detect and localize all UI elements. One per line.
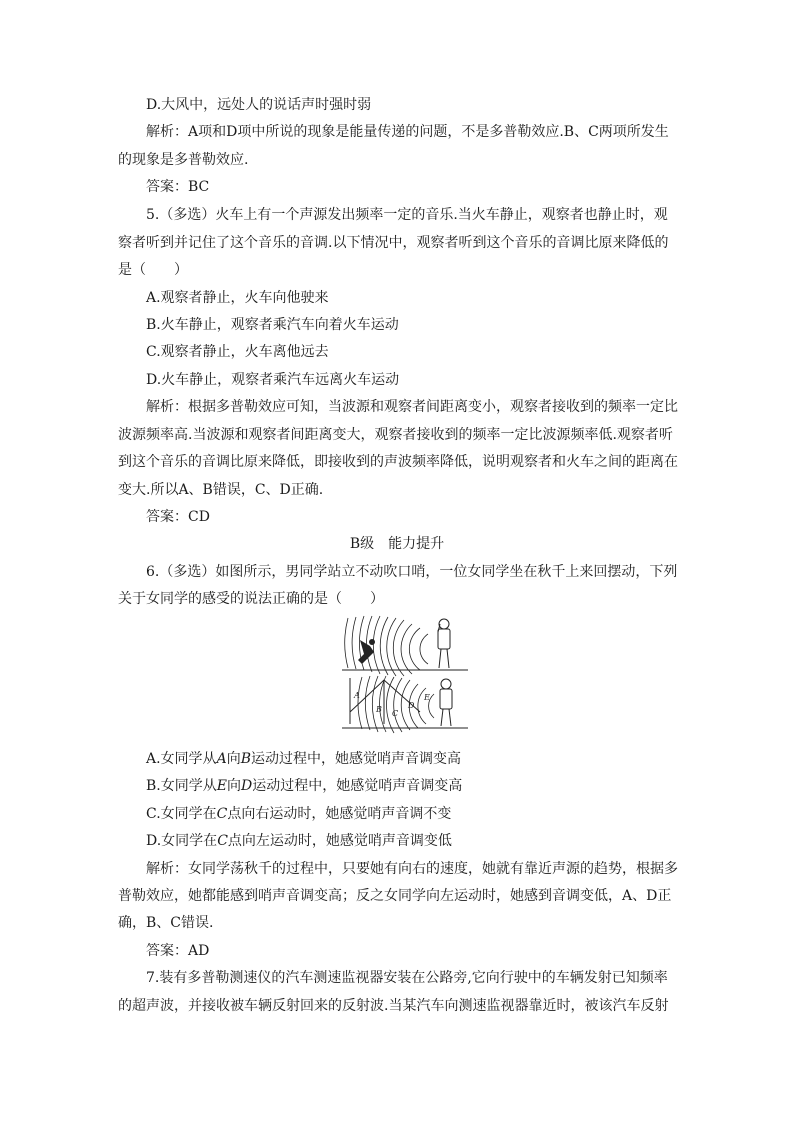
q5-option-a: A.观察者静止，火车向他驶来: [146, 290, 329, 306]
q6-stem-line-2: 关于女同学的感受的说法正确的是（ ）: [118, 591, 384, 607]
q5-stem-line-2: 察者听到并记住了这个音乐的音调.以下情况中，观察者听到这个音乐的音调比原来降低的: [118, 235, 669, 251]
q4-answer: 答案：BC: [146, 179, 210, 195]
q6-stem-line-1: 6.（多选）如图所示，男同学站立不动吹口哨，一位女同学坐在秋千上来回摆动，下列: [146, 564, 678, 580]
q5-option-d: D.火车静止，观察者乘汽车远离火车运动: [146, 372, 400, 388]
q6-analysis-line-3: 确，B、C错误.: [118, 915, 214, 931]
q4-option-d: D.大风中，远处人的说话声时强时弱: [146, 97, 372, 113]
figure-label-c: C: [392, 709, 399, 718]
q5-stem-line-3: 是（ ）: [118, 262, 188, 278]
q4-analysis-line-2: 的现象是多普勒效应.: [118, 152, 249, 168]
q7-stem-line-2: 的超声波，并接收被车辆反射回来的反射波.当某汽车向测速监视器靠近时，被该汽车反射: [118, 998, 669, 1014]
q6-option-b: B.女同学从E向D运动过程中，她感觉哨声音调变高: [146, 778, 463, 794]
doppler-swing-figure: [340, 612, 470, 736]
figure-label-b: B: [376, 705, 382, 714]
q6-analysis-line-2: 普勒效应，她都能感到哨声音调变高；反之女同学向左运动时，她感到音调变低，A、D正: [118, 888, 672, 904]
lower-wavefronts: [358, 676, 434, 733]
q5-analysis-line-4: 变大.所以A、B错误，C、D正确.: [118, 482, 324, 498]
q5-analysis-line-3: 到这个音乐的音调比原来降低，即接收到的声波频率降低，说明观察者和火车之间的距离在: [118, 454, 678, 470]
q7-stem-line-1: 7.装有多普勒测速仪的汽车测速监视器安装在公路旁,它向行驶中的车辆发射已知频率: [146, 970, 668, 986]
q5-analysis-line-1: 解析：根据多普勒效应可知，当波源和观察者间距离变小，观察者接收到的频率一定比: [146, 399, 678, 415]
q6-option-c: C.女同学在C点向右运动时，她感觉哨声音调不变: [146, 806, 452, 822]
q5-option-b: B.火车静止，观察者乘汽车向着火车运动: [146, 317, 399, 333]
q5-analysis-line-2: 波源频率高.当波源和观察者间距离变大，观察者接收到的频率一定比波源频率低.观察者听: [118, 427, 673, 443]
boy-figure-lower: [440, 679, 452, 726]
q6-option-a: A.女同学从A向B运动过程中，她感觉哨声音调变高: [146, 751, 461, 767]
q6-option-d: D.女同学在C点向左运动时，她感觉哨声音调变低: [146, 833, 452, 849]
figure-label-a: A: [354, 691, 360, 700]
q5-stem-line-1: 5.（多选）火车上有一个声源发出频率一定的音乐.当火车静止，观察者也静止时，观: [146, 207, 668, 223]
boy-figure: [438, 619, 450, 668]
q5-option-c: C.观察者静止，火车离他远去: [146, 344, 329, 360]
q5-answer: 答案：CD: [146, 509, 210, 525]
section-heading: B级 能力提升: [349, 536, 445, 552]
q6-answer: 答案：AD: [146, 943, 210, 959]
q6-analysis-line-1: 解析：女同学荡秋千的过程中，只要她有向右的速度，她就有靠近声源的趋势，根据多: [146, 861, 678, 877]
q4-analysis-line-1: 解析：A项和D项中所说的现象是能量传递的问题，不是多普勒效应.B、C两项所发生: [146, 124, 669, 140]
upper-wavefronts: [345, 616, 428, 676]
figure-label-d: D: [408, 701, 415, 710]
figure-label-e: E: [424, 693, 430, 702]
